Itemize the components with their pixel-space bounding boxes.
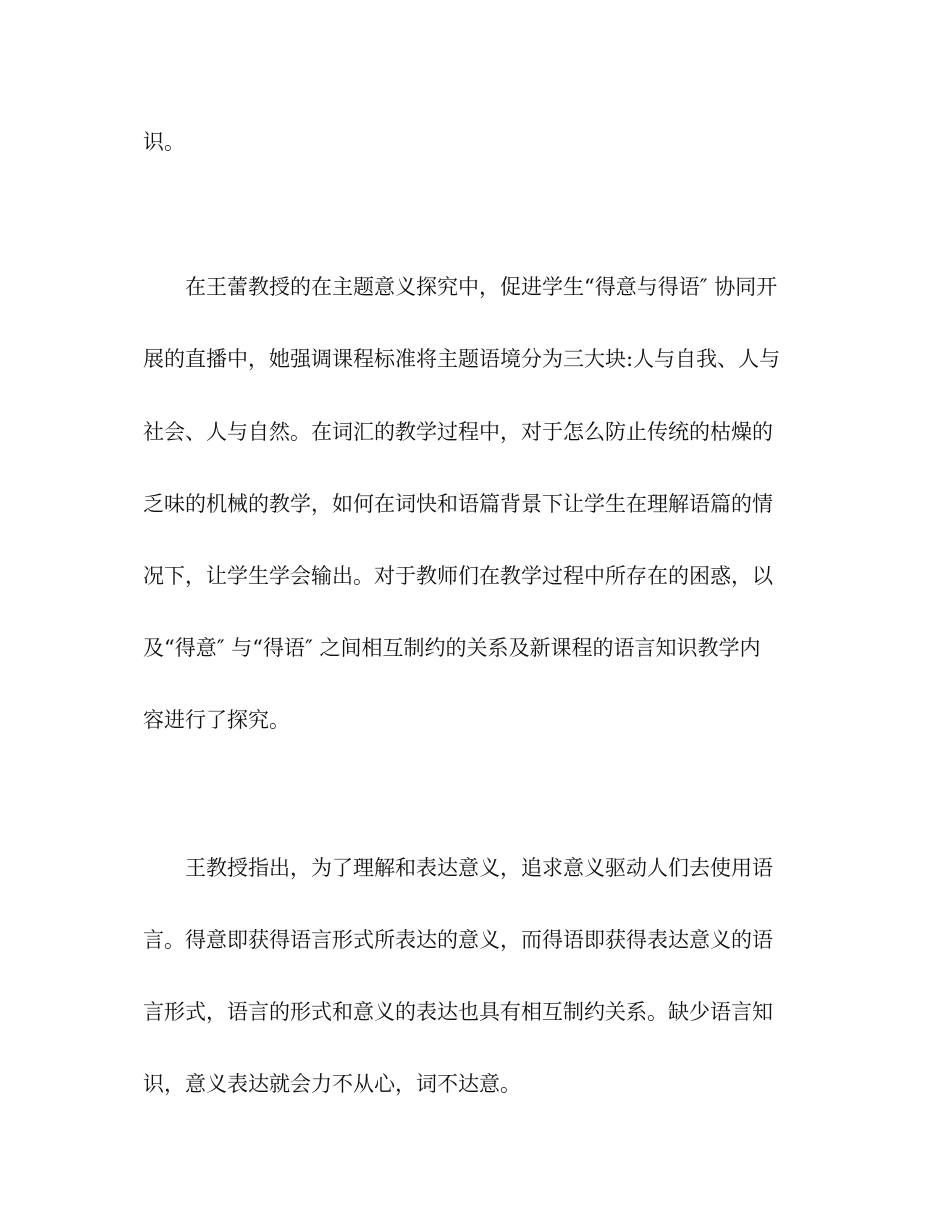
paragraph-3-line-1: 王教授指出，为了理解和表达意义，追求意义驱动人们去使用语 [185, 856, 773, 880]
paragraph-2-line-4: 乏味的机械的教学，如何在词快和语篇背景下让学生在理解语篇的情 [143, 492, 773, 516]
paragraph-1-line-1: 识。 [143, 130, 185, 154]
paragraph-3-line-4: 识，意义表达就会力不从心，词不达意。 [143, 1072, 521, 1096]
paragraph-2-line-2: 展的直播中，她强调课程标准将主题语境分为三大块:人与自我、人与 [143, 347, 781, 371]
paragraph-2-line-6: 及“得意″ 与“得语″ 之间相互制约的关系及新课程的语言知识教学内 [143, 636, 761, 660]
paragraph-3-line-2: 言。得意即获得语言形式所表达的意义，而得语即获得表达意义的语 [143, 928, 773, 952]
paragraph-2-line-7: 容进行了探究。 [143, 708, 290, 732]
paragraph-2-line-5: 况下，让学生学会输出。对于教师们在教学过程中所存在的困惑，以 [143, 564, 773, 588]
paragraph-2-line-1: 在王蕾教授的在主题意义探究中，促进学生“得意与得语″ 协同开 [185, 275, 778, 299]
paragraph-2-line-3: 社会、人与自然。在词汇的教学过程中，对于怎么防止传统的枯燥的 [143, 420, 773, 444]
paragraph-3-line-3: 言形式，语言的形式和意义的表达也具有相互制约关系。缺少语言知 [143, 1000, 773, 1024]
